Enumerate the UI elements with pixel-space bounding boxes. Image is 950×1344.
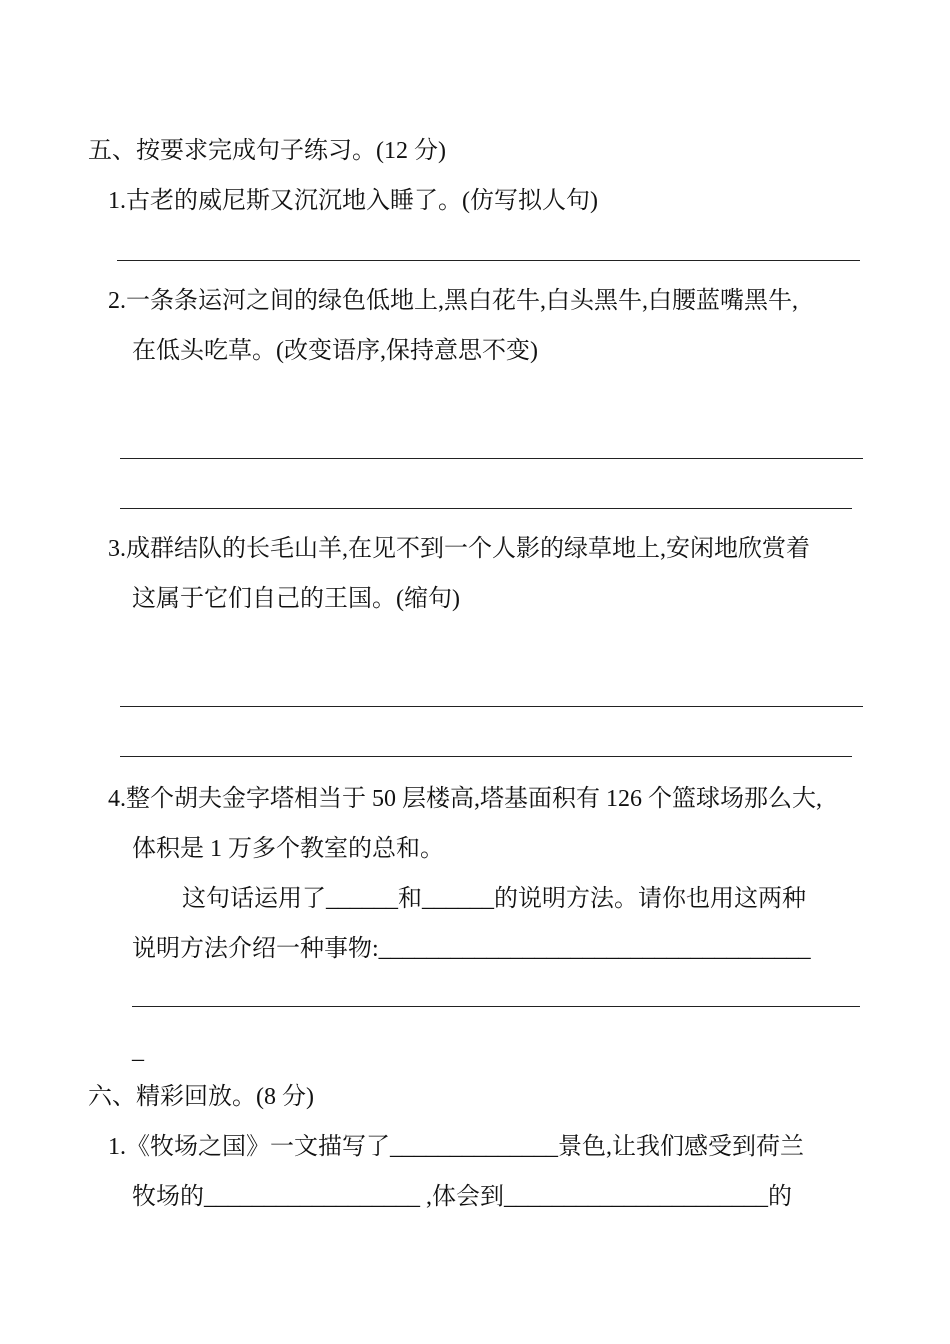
- question-4-line-2: 体积是 1 万多个教室的总和。: [132, 836, 444, 862]
- answer-line[interactable]: [120, 458, 863, 459]
- section-6-question-1-line-2: 牧场的__________________ ,体会到______________________的: [132, 1184, 792, 1210]
- section-6-question-1-line-1: 1.《牧场之国》一文描写了______________景色,让我们感受到荷兰: [108, 1134, 804, 1160]
- question-3-line-1: 3.成群结队的长毛山羊,在见不到一个人影的绿草地上,安闲地欣赏着: [108, 536, 810, 562]
- section-6-heading: 六、精彩回放。(8 分): [88, 1084, 314, 1110]
- answer-line[interactable]: [120, 508, 852, 509]
- answer-line[interactable]: [132, 1006, 860, 1007]
- question-1-text: 1.古老的威尼斯又沉沉地入睡了。(仿写拟人句): [108, 188, 598, 214]
- question-4-line-1: 4.整个胡夫金字塔相当于 50 层楼高,塔基面积有 126 个篮球场那么大,: [108, 786, 822, 812]
- section-5-heading: 五、按要求完成句子练习。(12 分): [88, 138, 446, 164]
- question-4-line-4: 说明方法介绍一种事物:____________________________________: [132, 936, 811, 962]
- question-4-line-3: 这句话运用了______和______的说明方法。请你也用这两种: [182, 886, 806, 912]
- question-2-line-1: 2.一条条运河之间的绿色低地上,黑白花牛,白头黑牛,白腰蓝嘴黑牛,: [108, 288, 798, 314]
- question-3-line-2: 这属于它们自己的王国。(缩句): [132, 586, 460, 612]
- answer-line[interactable]: [117, 260, 860, 261]
- question-4-trailing-underscore: _: [132, 1038, 144, 1064]
- answer-line[interactable]: [120, 756, 852, 757]
- answer-line[interactable]: [120, 706, 863, 707]
- question-2-line-2: 在低头吃草。(改变语序,保持意思不变): [132, 338, 538, 364]
